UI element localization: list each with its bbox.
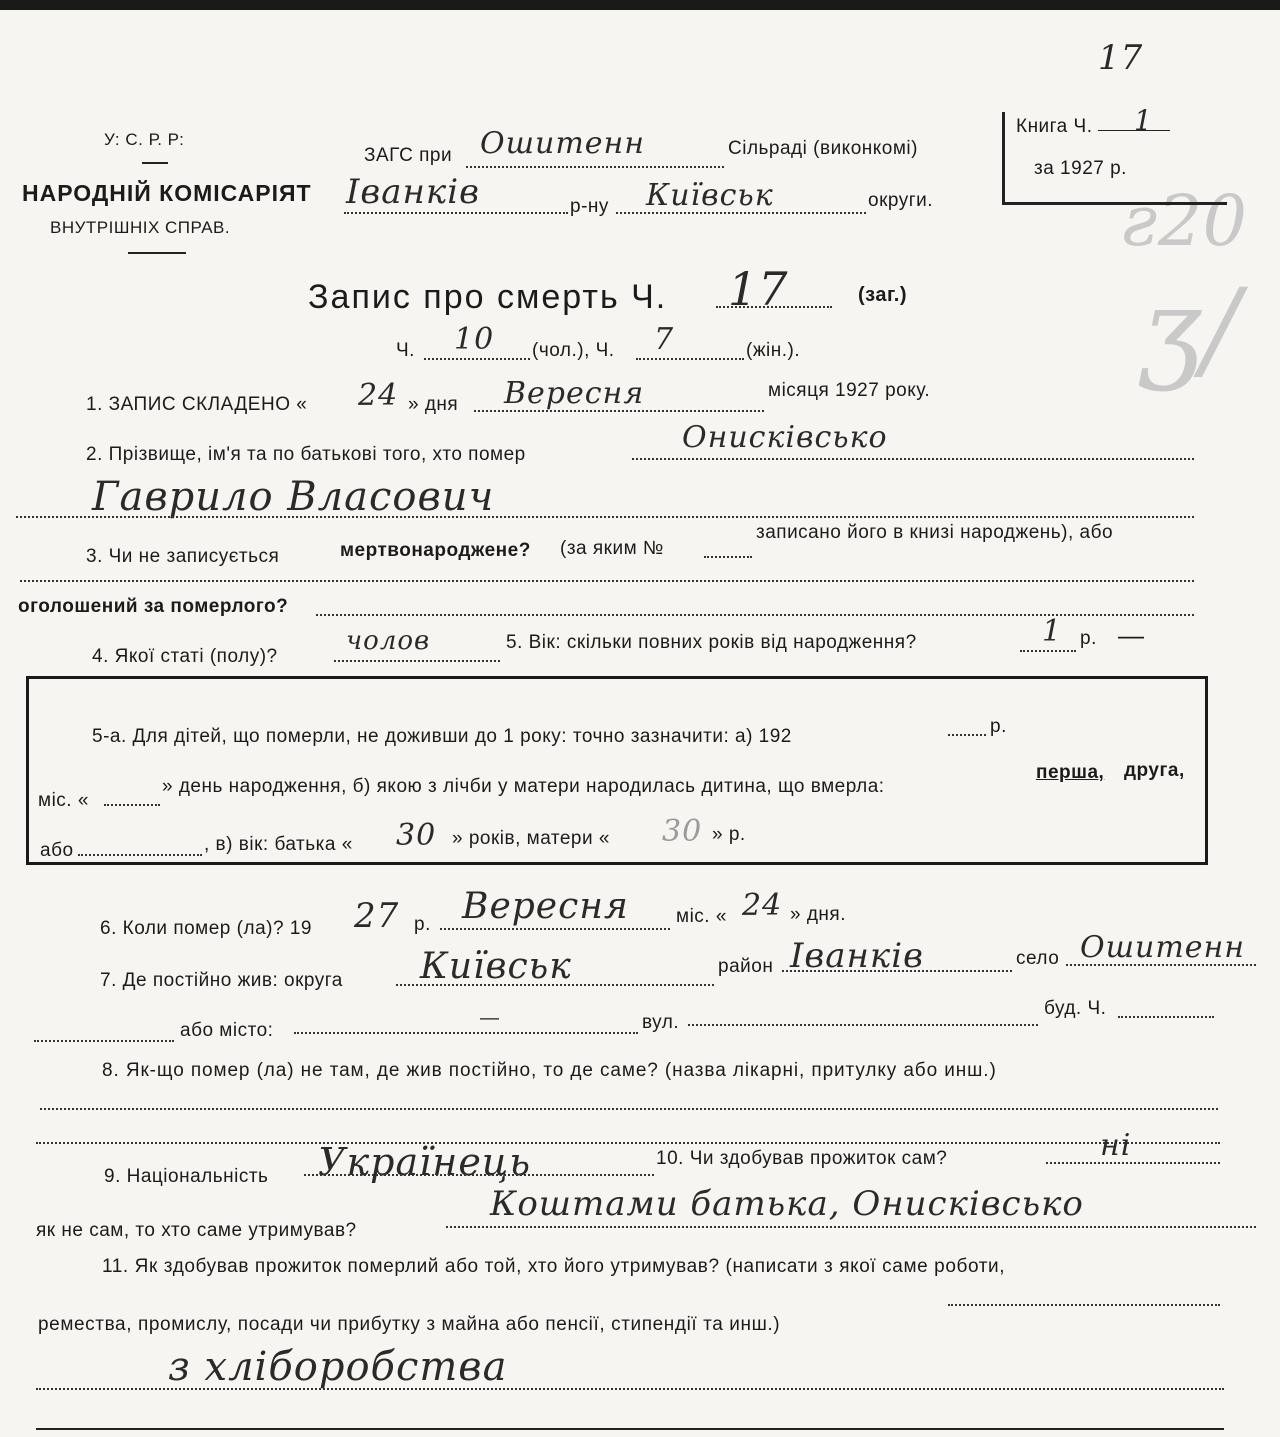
ministry-name: НАРОДНІЙ КОМІСАРІЯТ [22, 180, 312, 206]
f7-city: — [480, 1008, 500, 1029]
f1-label-a: 1. ЗАПИС СКЛАДЕНО « [86, 394, 308, 415]
f5a-line2-a: міс. « [38, 790, 89, 811]
book-number-line [1098, 130, 1170, 131]
male-count-line [424, 358, 530, 360]
f7-okrug: Київськ [420, 946, 572, 987]
zags-village-line [466, 166, 724, 168]
zags-prefix: ЗАГС при [364, 145, 453, 166]
f5-label: 5. Вік: скільки повних років від народження? [506, 632, 917, 653]
f3-announced-line [316, 614, 1194, 616]
f3-label-a: 3. Чи не записується [86, 546, 280, 567]
f5-dash: — [1118, 620, 1145, 650]
book-number: 1 [1134, 104, 1153, 137]
f7-house-line [1118, 1016, 1214, 1018]
zags-okrug-line [616, 212, 866, 214]
f7-label-a: 7. Де постійно жив: округа [100, 970, 343, 991]
f5a-line1: 5-а. Для дітей, що померли, не доживши до 1 року: точно зазначити: а) 192 [92, 726, 792, 747]
f7-okrug-line [396, 984, 714, 986]
f5a-line3-b: , в) вік: батька « [204, 834, 353, 855]
f4-label: 4. Якої статі (полу)? [92, 646, 278, 667]
f8-line [40, 1108, 1218, 1110]
record-number-line [716, 306, 832, 308]
pencil-mark: ƨ20 [1122, 180, 1247, 262]
f5a-order-line [78, 854, 202, 856]
zags-okrug: Київськ [646, 178, 774, 213]
record-number: 17 [728, 262, 789, 316]
f11-label-a: 11. Як здобував прожиток померлий або той, хто його утримував? (написати з якої саме роботи, [102, 1256, 1006, 1277]
f7-rayon: Іванків [790, 936, 924, 976]
zags-okrug-label: округи. [868, 190, 934, 211]
zags-rayon-line [344, 212, 568, 214]
f10b-label: як не сам, то хто саме утримував? [36, 1220, 357, 1241]
f5a-line2-b: » день народження, б) якою з лічби у матери народилась дитина, що вмерла: [162, 776, 885, 797]
f4-line [334, 660, 500, 662]
f11-line-2 [36, 1388, 1224, 1390]
scan-edge [0, 0, 1280, 10]
f6-year: 27 [354, 896, 400, 936]
f6-month: Вересня [462, 886, 629, 927]
record-total-label: (заг.) [858, 284, 908, 306]
f5a-first: перша, [1036, 762, 1105, 783]
f2-surname: Онисківсько [682, 420, 888, 455]
divider [128, 252, 186, 254]
zags-rayon-label: р-ну [570, 196, 609, 217]
male-count: 10 [454, 322, 495, 357]
book-year: за 1927 р. [1034, 158, 1127, 179]
zags-council: Сільраді (виконкомі) [728, 138, 918, 159]
book-label: Книга Ч. [1016, 116, 1093, 137]
f1-label-c: місяця 1927 року. [768, 380, 931, 401]
pencil-mark: ʒ/ [1140, 265, 1240, 393]
f10b-line [446, 1226, 1256, 1228]
f7-village-line [1066, 964, 1256, 966]
f10b-value: Коштами батька, Онисківсько [490, 1184, 1084, 1224]
f10-line [1046, 1162, 1220, 1164]
f7-village: Ошитенн [1080, 930, 1246, 965]
f2-name: Гаврило Власович [92, 474, 495, 520]
f5a-line3-c: » років, матери « [452, 828, 610, 849]
ch-label: Ч. [396, 340, 415, 361]
f7-label-e: вул. [642, 1012, 680, 1033]
f4-value: чолов [346, 626, 431, 656]
f3-label-d: записано його в книзі народжень), або [756, 522, 1114, 543]
page-number: 17 [1098, 38, 1144, 78]
male-label: (чол.), Ч. [532, 340, 615, 361]
f3-number-line [704, 556, 752, 558]
f3-label-c: (за яким № [560, 538, 664, 559]
f7-label-d: або місто: [180, 1020, 274, 1041]
f3-label-e: оголошений за померлого? [18, 596, 289, 617]
f11-value: з хліборобства [168, 1344, 508, 1390]
zags-rayon: Іванків [346, 172, 480, 212]
f5a-line3-a: або [40, 840, 74, 861]
f5a-month-line [104, 804, 160, 806]
f6-label-a: 6. Коли помер (ла)? 19 [100, 918, 312, 939]
female-label: (жін.). [746, 340, 801, 361]
f5a-year-line [948, 734, 986, 736]
state-abbrev: У: С. Р. Р: [104, 130, 185, 149]
f10-label: 10. Чи здобував прожиток сам? [656, 1148, 948, 1169]
f5-line [1020, 650, 1076, 652]
f6-label-c: міс. « [676, 906, 727, 927]
divider [142, 162, 168, 164]
record-title: Запис про смерть Ч. [308, 278, 668, 316]
f7-city-line [294, 1032, 638, 1034]
f7-street-line [688, 1024, 1038, 1026]
f11-label-b: ремества, промислу, посади чи прибутку з майна або пенсії, стипендії та инш.) [38, 1314, 781, 1335]
f1-label-b: » дня [408, 394, 459, 415]
f9-value: Українець [318, 1140, 532, 1184]
f7-label-c: село [1016, 948, 1060, 969]
f1-month-line [474, 410, 764, 412]
f7-rayon-line [782, 970, 1012, 972]
f7-label-f: буд. Ч. [1044, 998, 1107, 1019]
f11-line-1 [948, 1304, 1220, 1306]
f6-label-b: р. [414, 914, 431, 935]
f5a-line3-d: » р. [712, 824, 746, 845]
f10-value: ні [1100, 1128, 1132, 1163]
f6-day: 24 [742, 888, 783, 923]
bottom-rule [36, 1428, 1224, 1430]
f5-unit: р. [1080, 628, 1097, 649]
f9-line [304, 1174, 654, 1176]
female-count-line [636, 358, 744, 360]
female-count: 7 [654, 322, 675, 357]
f7-label-b: район [718, 956, 774, 977]
f2-label: 2. Прізвище, ім'я та по батькові того, хто помер [86, 444, 526, 465]
f6-label-d: » дня. [790, 904, 846, 925]
f5a-second: друга, [1124, 760, 1185, 781]
f7-address-start-line [34, 1040, 174, 1042]
f3-label-b: мертвонароджене? [340, 540, 531, 561]
f1-month: Вересня [504, 376, 645, 411]
f9-label: 9. Національність [104, 1166, 269, 1187]
f5a-line1-end: р. [990, 716, 1007, 737]
f8-label: 8. Як-що помер (ла) не там, де жив постійно, то де саме? (назва лікарні, притулку або инш.) [102, 1060, 997, 1081]
f5a-father-age: 30 [396, 818, 437, 853]
department-name: ВНУТРІШНІХ СПРАВ. [50, 218, 231, 237]
f8-line-2 [36, 1142, 1220, 1144]
f5a-mother-age: 30 [662, 814, 703, 849]
f6-month-line [440, 928, 670, 930]
zags-village: Ошитенн [480, 126, 646, 161]
f2-name-line [16, 516, 1194, 518]
f3-line [20, 580, 1194, 582]
f1-day: 24 [358, 378, 399, 413]
f2-surname-line [632, 458, 1194, 460]
f5-value: 1 [1042, 614, 1063, 649]
